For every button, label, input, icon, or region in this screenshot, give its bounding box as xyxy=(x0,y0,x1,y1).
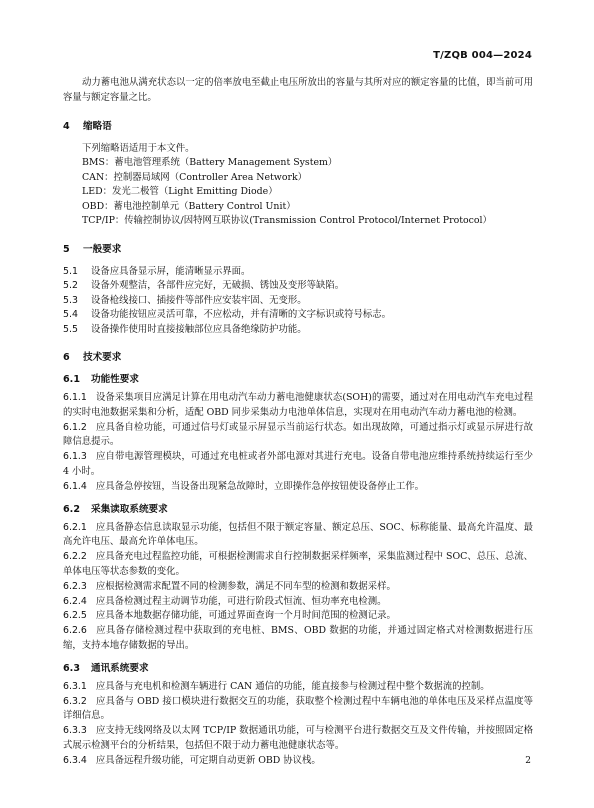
definition-paragraph: 动力蓄电池从满充状态以一定的倍率放电至截止电压所放出的容量与其所对应的额定容量的比值，即当前可用容量与额定容量之比。 xyxy=(63,77,533,103)
clause-number: 5.1 xyxy=(63,265,78,277)
clause-number: 5.4 xyxy=(63,309,78,321)
requirement-item xyxy=(63,279,533,294)
abbreviation-item: BMS：蓄电池管理系统（Battery Management System） xyxy=(82,157,338,169)
page-number: 2 xyxy=(525,756,531,766)
clause-text: 设备外观整洁，各部件应完好，无破损、锈蚀及变形等缺陷。 xyxy=(91,280,345,292)
section-number: 6 xyxy=(63,352,70,364)
clause-number: 6.1.3 xyxy=(63,451,87,463)
section-6-heading xyxy=(63,351,533,365)
clause-number: 6.1.4 xyxy=(63,480,87,492)
clause-text: 应具备与充电机和检测车辆进行 CAN 通信的功能，能直接参与检测过程中整个数据流的控制。 xyxy=(95,680,490,692)
clause-number: 5.2 xyxy=(63,280,78,292)
clause-paragraph xyxy=(63,421,533,451)
subsection-title: 功能性要求 xyxy=(91,374,139,386)
clause-text: 设备操作使用时直接接触部位应具备绝缘防护功能。 xyxy=(91,323,307,335)
clause-paragraph xyxy=(63,450,533,480)
clause-text: 应具备急停按钮，当设备出现紧急故障时，立即操作急停按钮使设备停止工作。 xyxy=(95,480,424,492)
section-number: 5 xyxy=(63,243,70,255)
subsection-6-3-heading xyxy=(63,662,533,676)
clause-number: 5.3 xyxy=(63,294,78,306)
requirement-item xyxy=(63,265,533,280)
requirement-item xyxy=(63,294,533,309)
clause-number: 5.5 xyxy=(63,323,78,335)
clause-text: 设备枪线接口、插接件等部件应安装牢固、无变形。 xyxy=(91,294,307,306)
subsection-6-2-heading xyxy=(63,503,533,517)
abbreviation-lead: 下列缩略语适用于本文件。 xyxy=(82,142,195,154)
subsection-title: 采集读取系统要求 xyxy=(91,503,168,515)
requirement-item xyxy=(63,323,533,338)
clause-number: 6.3.2 xyxy=(63,695,87,707)
clause-text: 设备功能按钮应灵活可靠，不应松动，并有清晰的文字标识或符号标志。 xyxy=(91,309,392,321)
abbreviation-item: OBD：蓄电池控制单元（Battery Control Unit） xyxy=(82,200,296,212)
clause-paragraph xyxy=(63,580,533,595)
page-body xyxy=(63,76,533,769)
clause-number: 6.3.1 xyxy=(63,680,87,692)
clause-number: 6.2.3 xyxy=(63,580,87,592)
abbreviation-list xyxy=(63,142,533,229)
clause-text: 应具备本地数据存储功能，可通过界面查询一个月时间范围的检测记录。 xyxy=(95,610,396,622)
abbreviation-item: LED：发光二极管（Light Emitting Diode） xyxy=(82,186,278,198)
clause-paragraph xyxy=(63,754,533,769)
clause-number: 6.2.1 xyxy=(63,521,87,533)
section-title: 技术要求 xyxy=(83,352,122,364)
clause-paragraph xyxy=(63,391,533,421)
subsection-title: 通讯系统要求 xyxy=(91,662,149,674)
subsection-number: 6.3 xyxy=(63,662,80,674)
section-5-heading xyxy=(63,243,533,257)
clause-paragraph xyxy=(63,724,533,754)
clause-number: 6.1.1 xyxy=(63,392,87,404)
clause-text: 应具备远程升级功能，可定期自动更新 OBD 协议栈。 xyxy=(95,754,321,766)
abbreviation-item: CAN：控制器局域网（Controller Area Network） xyxy=(82,171,307,183)
clause-number: 6.2.4 xyxy=(63,595,87,607)
subsection-6-1-heading xyxy=(63,373,533,387)
section-number: 4 xyxy=(63,120,70,132)
clause-text: 应具备与 OBD 接口模块进行数据交互的功能，获取整个检测过程中车辆电池的单体电压及采样点温度等详细信息。 xyxy=(63,695,533,722)
clause-paragraph xyxy=(63,680,533,695)
clause-text: 应具备充电过程监控功能，可根据检测需求自行控制数据采样频率，采集监测过程中 SOC、总压、总流、单体电压等状态参数的变化。 xyxy=(63,551,533,578)
clause-text: 应根据检测需求配置不同的检测参数，满足不同车型的检测和数据采样。 xyxy=(95,580,396,592)
clause-paragraph xyxy=(63,521,533,551)
general-requirements-list xyxy=(63,265,533,338)
clause-number: 6.2.5 xyxy=(63,610,87,622)
abbreviation-item: TCP/IP：传输控制协议/因特网互联协议(Transmission Control Protocol/Internet Protocol） xyxy=(82,215,492,227)
clause-number: 6.1.2 xyxy=(63,421,87,433)
clause-paragraph xyxy=(63,480,533,495)
document-id-header: T/ZQB 004—2024 xyxy=(433,50,532,61)
clause-text: 设备采集项目应满足计算在用电动汽车动力蓄电池健康状态(SOH)的需要，通过对在用电动汽车充电过程的实时电池数据采集和分析，适配 OBD 同步采集动力电池单体信息，实现对在用电动汽车动力蓄电池的检测。 xyxy=(63,392,533,418)
clause-paragraph xyxy=(63,624,533,654)
section-title: 缩略语 xyxy=(83,120,112,132)
clause-text: 应具备静态信息读取显示功能，包括但不限于额定容量、额定总压、SOC、标称能量、最高允许温度、最高允许电压、最高允许单体电压。 xyxy=(63,521,533,548)
clause-paragraph xyxy=(63,595,533,610)
clause-paragraph xyxy=(63,550,533,580)
clause-text: 应具备自检功能，可通过信号灯或显示屏显示当前运行状态。如出现故障，可通过指示灯或显示屏进行故障信息提示。 xyxy=(63,421,533,448)
subsection-number: 6.2 xyxy=(63,503,80,515)
requirement-item xyxy=(63,308,533,323)
clause-number: 6.2.2 xyxy=(63,551,87,563)
clause-text: 设备应具备显示屏，能清晰显示界面。 xyxy=(91,265,251,277)
clause-number: 6.2.6 xyxy=(63,625,87,637)
clause-paragraph xyxy=(63,695,533,725)
clause-paragraph xyxy=(63,609,533,624)
clause-text: 应具备存储检测过程中获取到的充电桩、BMS、OBD 数据的功能，并通过固定格式对检测数据进行压缩，支持本地存储数据的导出。 xyxy=(63,625,533,652)
clause-number: 6.3.3 xyxy=(63,725,87,737)
section-4-heading xyxy=(63,120,533,134)
subsection-number: 6.1 xyxy=(63,374,80,386)
clause-text: 应自带电源管理模块，可通过充电桩或者外部电源对其进行充电。设备自带电池应维持系统持续运行至少 4 小时。 xyxy=(63,451,533,478)
section-title: 一般要求 xyxy=(83,243,122,255)
clause-text: 应支持无线网络及以太网 TCP/IP 数据通讯功能，可与检测平台进行数据交互及文件传输，并按照固定格式展示检测平台的分析结果，包括但不限于动力蓄电池健康状态等。 xyxy=(63,725,533,752)
clause-number: 6.3.4 xyxy=(63,754,87,766)
clause-text: 应具备检测过程主动调节功能，可进行阶段式恒流、恒功率充电检测。 xyxy=(95,595,387,607)
